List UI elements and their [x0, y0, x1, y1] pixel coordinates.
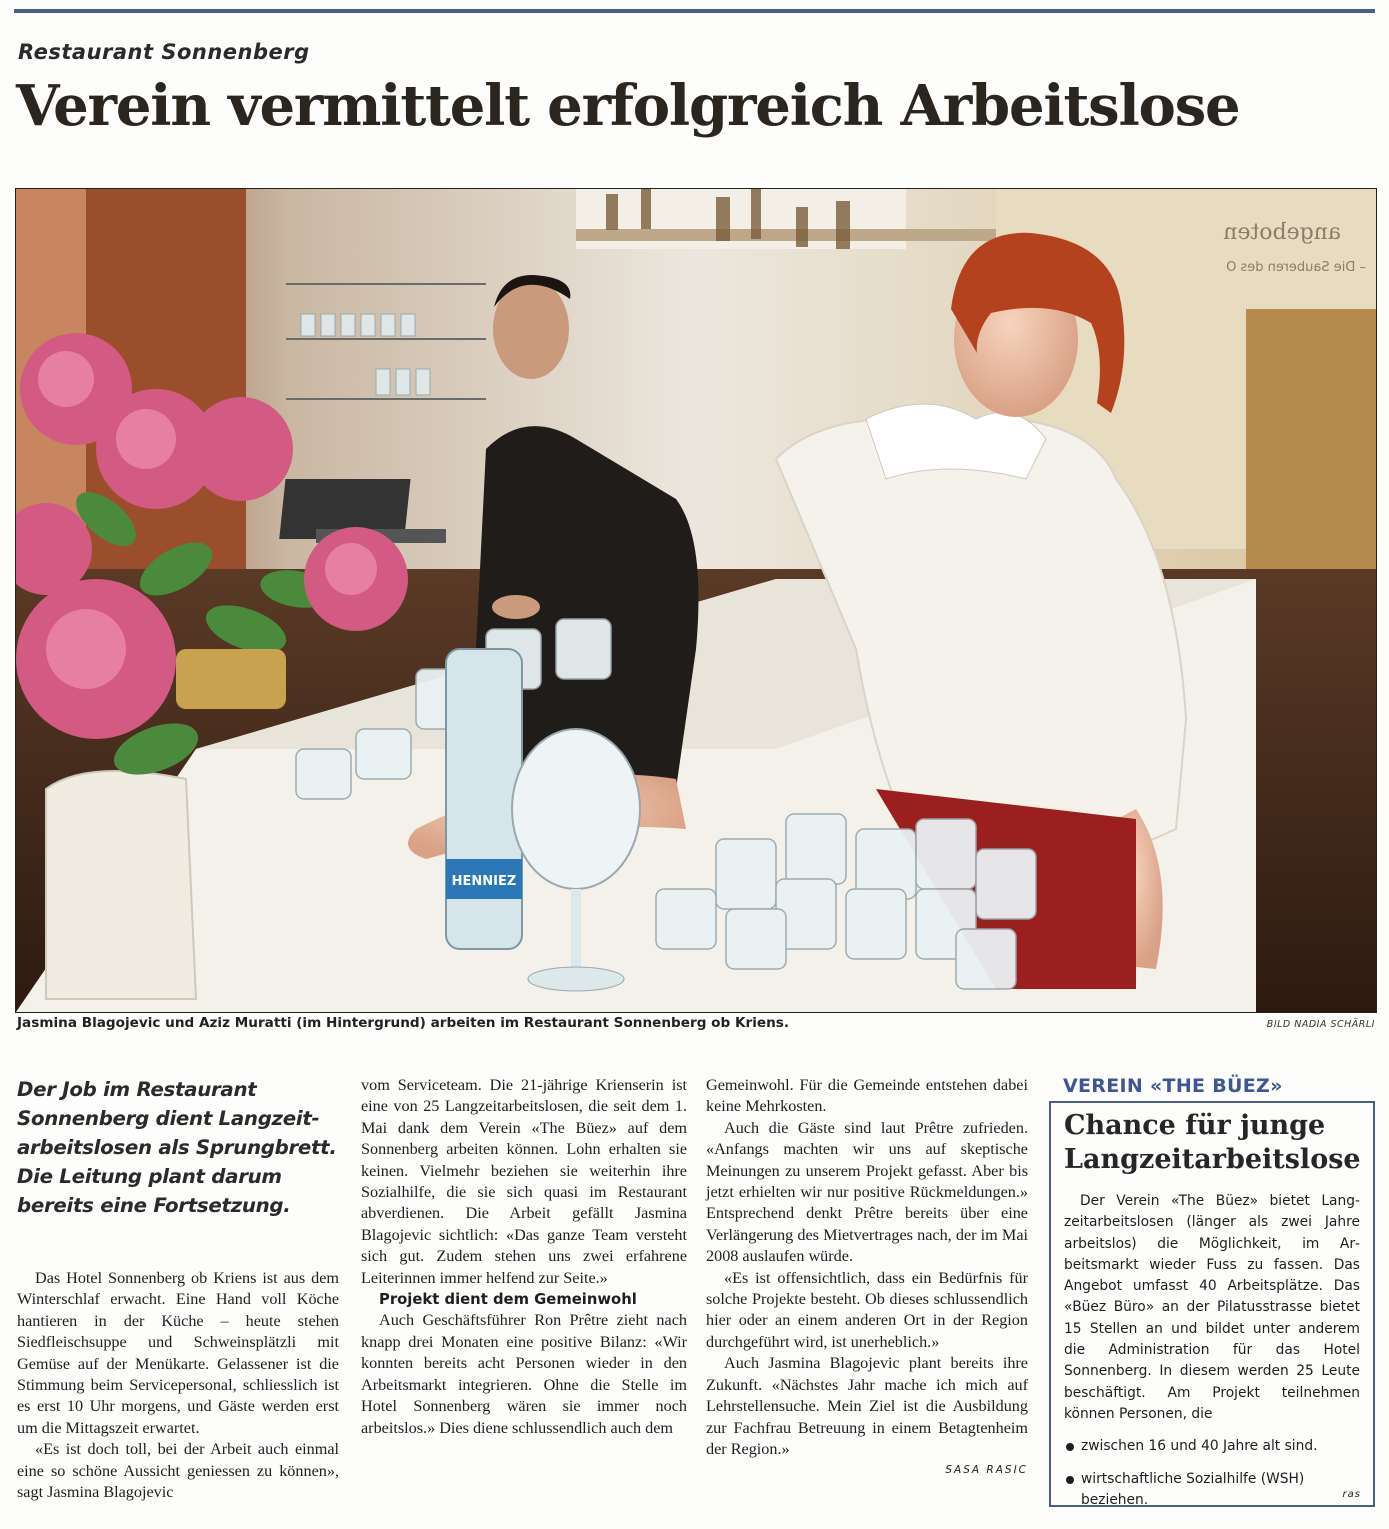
article-kicker: Restaurant Sonnenberg: [18, 40, 310, 64]
column-2: [361, 1075, 687, 1439]
wall-sign-bottom: – Die Sauberen des O: [1226, 260, 1366, 275]
article-photo: [15, 188, 1377, 1013]
photo-credit: BILD NADIA SCHÄRLI: [1266, 1019, 1375, 1030]
col3-paragraph-2: Auch die Gäste sind laut Prêtre zufrieden. «Anfangs machten wir uns auf skeptische Meinungen zu unserem Projekt gefasst. Aber bis jetzt erhielten wir nur positive Rückmeldungen.» Entsprechend denkt Prêtre bereits über eine Verlängerung des Mietvertrages nach, der im Mai 2008 auslaufen würde.: [706, 1118, 1028, 1266]
column-3: [706, 1075, 1028, 1482]
col2-paragraph-2: Auch Geschäftsführer Ron Prêtre zieht nach knapp drei Monaten eine positive Bilanz: «Wir konnten bereits acht Personen wieder in den Arbeitsmarkt integrieren. Ohne die Stelle im Hotel Sonnenberg wären sie immer noch arbeitslos.» Dies diene schlussendlich auch dem: [361, 1311, 687, 1437]
col2-subhead: Projekt dient dem Gemeinwohl: [379, 1291, 637, 1309]
sidebar-bullet: wirtschaftliche Sozialhilfe (WSH) beziehen.: [1064, 1469, 1360, 1512]
sidebar-kicker: VEREIN «THE BÜEZ»: [1063, 1075, 1283, 1097]
sidebar-box: [1049, 1101, 1375, 1507]
col3-paragraph-4: Auch Jasmina Blagojevic plant bereits ihre Zukunft. «Nächstes Jahr mache ich mich auf Lehrstellensuche. Mein Ziel ist die Ausbildung zur Fachfrau Betreuung in einem Betagtenheim der Region.»: [706, 1354, 1028, 1458]
sidebar-bullet: zwischen 16 und 40 Jahre alt sind.: [1064, 1436, 1360, 1457]
col3-paragraph-3: «Es ist offensichtlich, dass ein Bedürfnis für solche Projekte besteht. Ob dieses schlussendlich hier oder an einem anderen Ort in der Region durchgeführt wird, ist unerheblich.»: [706, 1268, 1028, 1351]
col1-paragraph-1: Das Hotel Sonnenberg ob Kriens ist aus dem Winterschlaf erwacht. Eine Hand voll Köche hantieren in der Küche – heute stehen Siedfleischsuppe und Schweinsplätzli mit Gemüse auf der Menükarte. Gelassener ist die Stimmung beim Servicepersonal, schliesslich ist es erst 10 Uhr morgens, und Gäste werden erst um die Mittagszeit erwartet.: [17, 1269, 339, 1437]
col3-paragraph-1: Gemeinwohl. Für die Gemeinde entstehen dabei keine Mehrkosten.: [706, 1076, 1028, 1116]
top-rule: [14, 9, 1375, 13]
sidebar-bullet-list: [1064, 1436, 1360, 1511]
sidebar-text: Der Verein «The Büez» bietet Langzeitarbeitslosen (länger als zwei Jahre arbeitslos) die Möglichkeit, im Arbeitsmarkt wieder Fuss zu fassen. Das Angebot umfasst 40 Arbeitsplätze. Das «Büez Büro» an der Pilatusstrasse bietet 15 Stellen an und bildet unter anderem die Administration für das Hotel Sonnenberg. In diesem werden 25 Leute beschäftigt. Am Projekt teilnehmen können Personen, die: [1064, 1193, 1360, 1422]
col2-paragraph-1: vom Serviceteam. Die 21-jährige Krienserin ist eine von 25 Langzeitarbeitslosen, die seit dem 1. Mai dank dem Verein «The Büez» auf dem Sonnenberg arbeiten können. Lohn erhalten sie keinen. Vielmehr beziehen sie weiterhin ihre Sozialhilfe, die sie sich quasi im Restaurant abverdienen. Die Arbeit gefällt Jasmina Blagojevic sichtlich: «Das ganze Team versteht sich gut. Zudem stehen uns zwei erfahrene Leiterinnen immer helfend zur Seite.»: [361, 1076, 687, 1287]
column-1: [17, 1075, 339, 1503]
wall-sign-top: angeboten: [1223, 220, 1341, 245]
sidebar-title: Chance für junge Langzeitarbeitslose: [1064, 1110, 1361, 1175]
headline: Verein vermittelt erfolgreich Arbeitslose: [16, 73, 1240, 139]
photo-caption: Jasmina Blagojevic und Aziz Muratti (im Hintergrund) arbeiten im Restaurant Sonnenberg ob Kriens.: [17, 1015, 790, 1031]
byline: SASA RASIC: [945, 1464, 1028, 1477]
bottle-label: HENNIEZ: [451, 874, 517, 889]
article-lead: Der Job im Restaurant Sonnenberg dient Langzeitarbeitslosen als Sprungbrett. Die Leitung plant darum bereits eine Fortsetzung.: [17, 1078, 337, 1217]
sidebar-sign: ras: [1342, 1489, 1361, 1500]
col1-paragraph-2: «Es ist doch toll, bei der Arbeit auch einmal eine so schöne Aussicht geniessen zu können», sagt Jasmina Blagojevic: [17, 1440, 339, 1502]
